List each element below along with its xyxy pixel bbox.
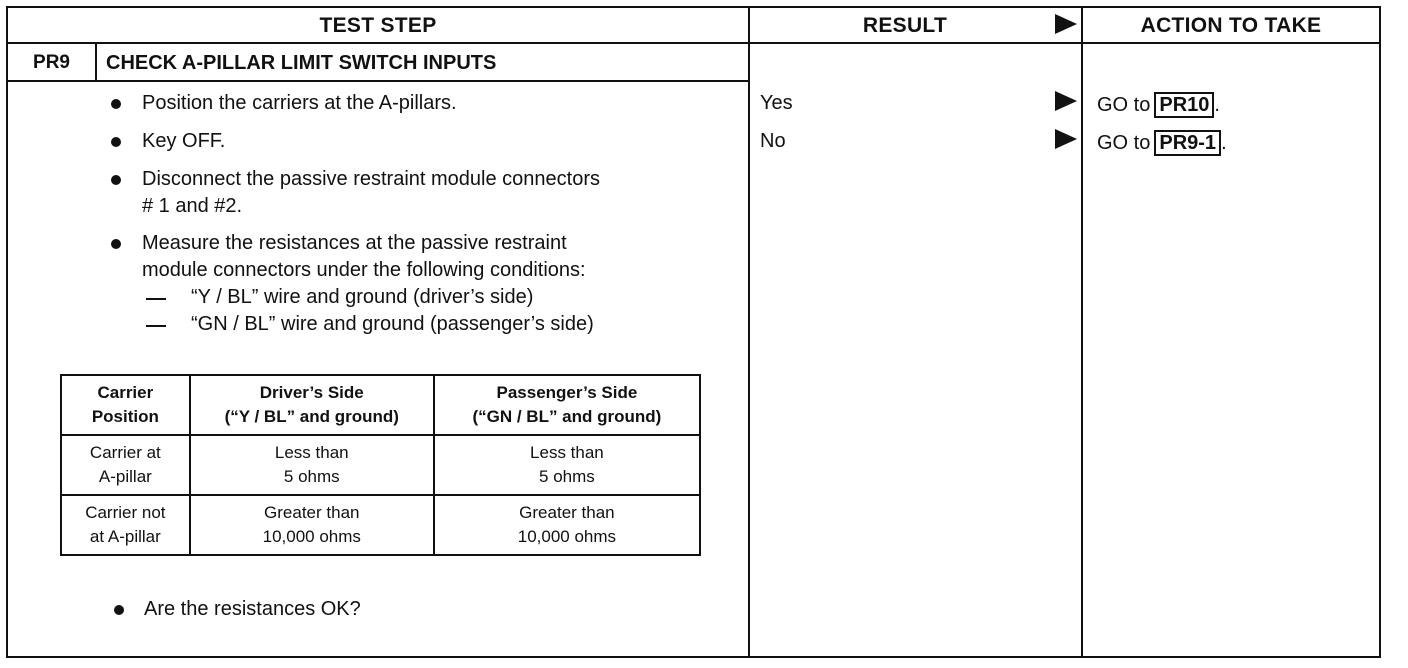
table-row (61, 435, 700, 495)
table-header: Driver’s Side (“Y / BL” and ground) (190, 375, 434, 435)
table-header-row (61, 375, 700, 435)
bullet-icon (111, 137, 121, 147)
action-yes-prefix: GO to (1097, 93, 1151, 116)
instruction-3-line2: # 1 and #2. (142, 195, 243, 217)
test-step-frame (6, 6, 1381, 658)
result-no: No (760, 130, 786, 152)
table-cell: Less than 5 ohms (190, 435, 434, 495)
divider-result (748, 8, 750, 656)
action-yes (1097, 92, 1220, 118)
table-cell: Greater than 10,000 ohms (434, 495, 700, 555)
step-code: PR9 (33, 52, 70, 73)
table-cell: Less than 5 ohms (434, 435, 700, 495)
instruction-4-line2: module connectors under the following conditions: (142, 259, 586, 281)
step-title: CHECK A-PILLAR LIMIT SWITCH INPUTS (106, 51, 497, 74)
table-cell: Carrier at A-pillar (61, 435, 190, 495)
result-yes: Yes (760, 92, 793, 114)
divider-action (1081, 8, 1083, 656)
header-test-step: TEST STEP (319, 14, 437, 37)
divider-code (95, 44, 97, 82)
question-text: Are the resistances OK? (144, 598, 361, 620)
result-no-arrow-icon (1055, 129, 1077, 149)
bullet-icon (111, 175, 121, 185)
sub-condition-passenger: “GN / BL” wire and ground (passenger’s side) (191, 313, 594, 335)
action-yes-suffix: . (1214, 93, 1220, 116)
instruction-4-line1: Measure the resistances at the passive restraint (142, 232, 567, 254)
action-no-prefix: GO to (1097, 131, 1151, 154)
instruction-2: Key OFF. (142, 130, 226, 152)
header-action: ACTION TO TAKE (1140, 14, 1322, 37)
table-header: Passenger’s Side (“GN / BL” and ground) (434, 375, 700, 435)
sub-condition-driver: “Y / BL” wire and ground (driver’s side) (191, 286, 534, 308)
action-no-suffix: . (1221, 131, 1227, 154)
header-result: RESULT (862, 14, 948, 37)
dash-icon (146, 298, 166, 300)
bullet-icon (111, 239, 121, 249)
bullet-icon (111, 99, 121, 109)
instruction-3-line1: Disconnect the passive restraint module connectors (142, 168, 601, 190)
header-arrow-icon (1055, 14, 1077, 34)
table-cell: Greater than 10,000 ohms (190, 495, 434, 555)
table-cell: Carrier not at A-pillar (61, 495, 190, 555)
action-yes-ref[interactable]: PR10 (1154, 92, 1214, 118)
instruction-1: Position the carriers at the A-pillars. (142, 92, 457, 114)
resistance-table (60, 374, 701, 556)
bullet-icon (114, 605, 124, 615)
result-yes-arrow-icon (1055, 91, 1077, 111)
table-row (61, 495, 700, 555)
action-no (1097, 130, 1227, 156)
action-no-ref[interactable]: PR9-1 (1154, 130, 1221, 156)
table-header: Carrier Position (61, 375, 190, 435)
dash-icon (146, 325, 166, 327)
